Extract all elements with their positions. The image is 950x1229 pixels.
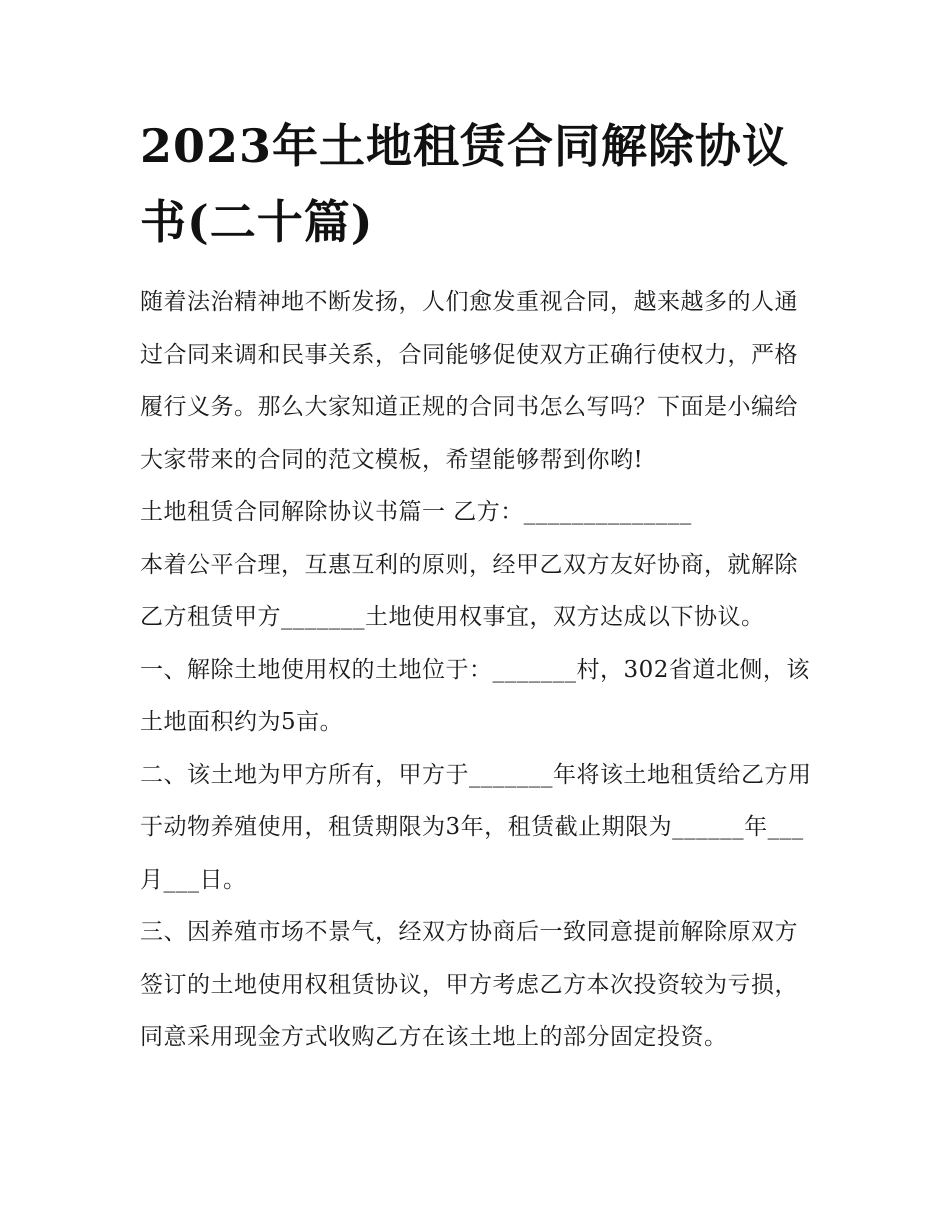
section-heading-party-b: 土地租赁合同解除协议书篇一 乙方：______________: [140, 499, 692, 525]
document-page: [140, 108, 820, 1064]
intro-paragraph: 随着法治精神地不断发扬，人们愈发重视合同，越来越多的人通过合同来调和民事关系，合同能够促使双方正确行使权力，严格履行义务。那么大家知道正规的合同书怎么写吗？下面是小编给大家带来的合同的范文模板，希望能够帮到你哟!: [140, 289, 798, 473]
clause-3-paragraph: 三、因养殖市场不景气，经双方协商后一致同意提前解除原双方签订的土地使用权租赁协议，甲方考虑乙方本次投资较为亏损，同意采用现金方式收购乙方在该土地上的部分固定投资。: [140, 919, 798, 1050]
clause-1-paragraph: 一、解除土地使用权的土地位于：_______村，302省道北侧，该土地面积约为5亩。: [140, 656, 810, 735]
title-line-2: 书(二十篇): [140, 195, 374, 249]
document-body: [140, 276, 820, 1064]
title-line-1: 2023年土地租赁合同解除协议: [140, 119, 790, 173]
preamble-paragraph: 本着公平合理，互惠互利的原则，经甲乙双方友好协商，就解除乙方租赁甲方_______土地使用权事宜，双方达成以下协议。: [140, 551, 798, 630]
clause-2-paragraph: 二、该土地为甲方所有，甲方于_______年将该土地租赁给乙方用于动物养殖使用，租赁期限为3年，租赁截止期限为______年___月___日。: [140, 761, 812, 893]
document-title: [140, 108, 820, 260]
